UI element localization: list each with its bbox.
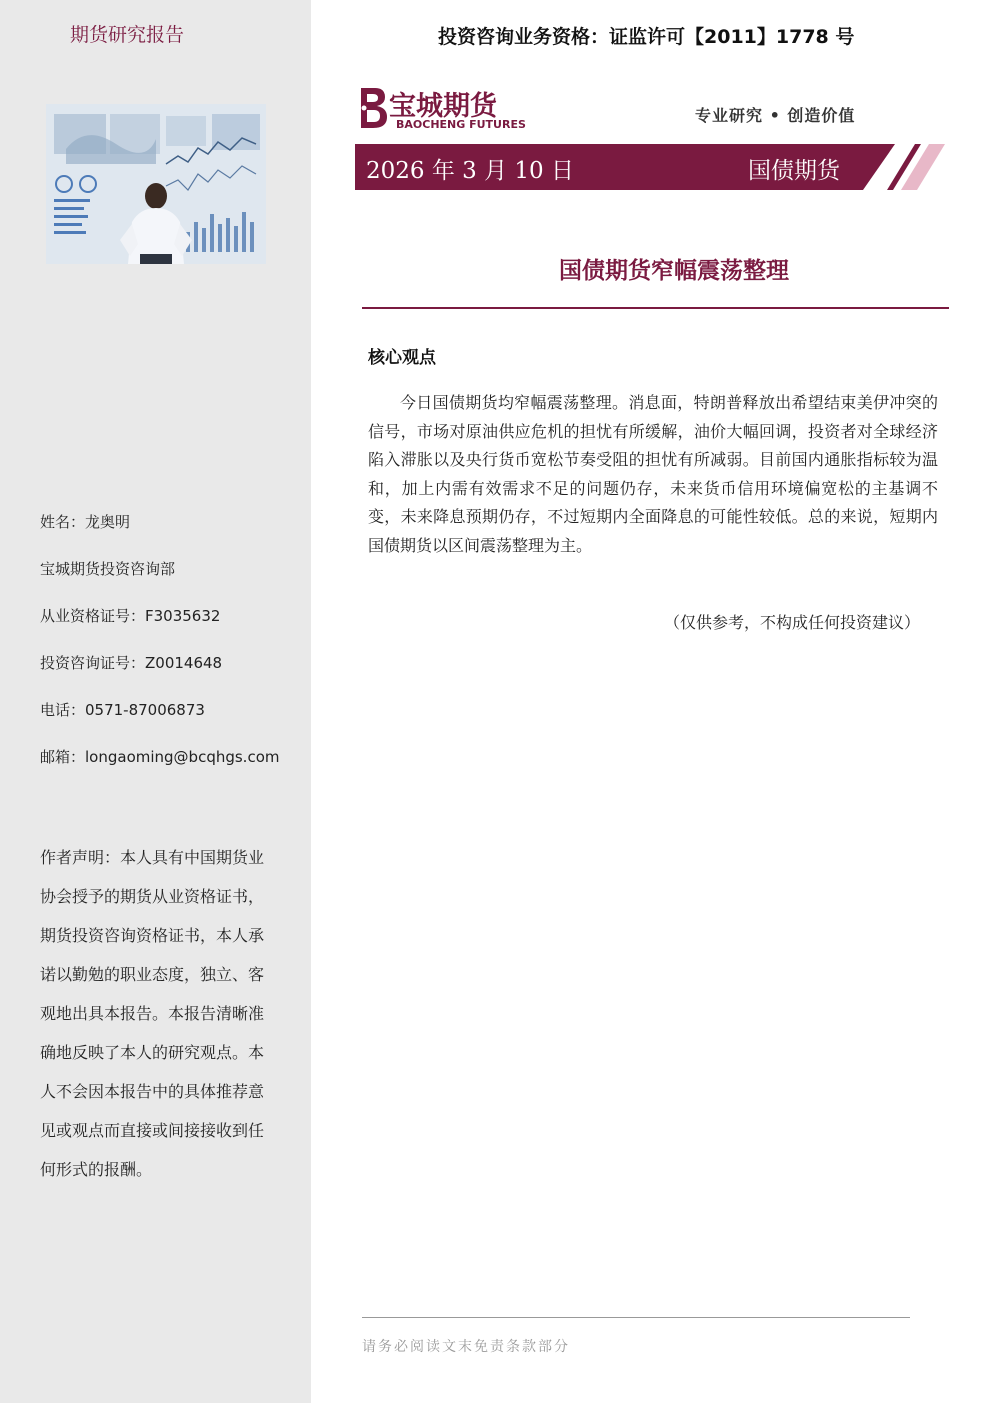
report-date: 2026 年 3 月 10 日 — [366, 158, 574, 184]
advisory-number: 投资咨询证号：Z0014648 — [40, 654, 223, 672]
analyst-chart-wall-illustration — [46, 104, 266, 264]
core-view-heading: 核心观点 — [368, 348, 436, 368]
report-title: 国债期货窄幅震荡整理 — [559, 258, 789, 284]
analyst-profile — [40, 510, 280, 792]
report-type-label: 期货研究报告 — [70, 24, 185, 46]
company-logo — [355, 84, 525, 134]
analyst-phone: 电话：0571-87006873 — [40, 701, 205, 719]
title-divider — [362, 307, 949, 309]
footer-note: 请务必阅读文末免责条款部分 — [362, 1339, 570, 1355]
core-view-body: 今日国债期货均窄幅震荡整理。消息面，特朗普释放出希望结束美伊冲突的信号，市场对原油供应危机的担忧有所缓解，油价大幅回调，投资者对全球经济陷入滞胀以及央行货币宽松节奏受阻的担忧有所减弱。目前国内通胀指标较为温和，加上内需有效需求不足的问题仍存，未来货币信用环境偏宽松的主基调不变，未来降息预期仍存，不过短期内全面降息的可能性较低。总的来说，短期内国债期货以区间震荡整理为主。 — [368, 393, 938, 555]
logo-chinese-name: 宝城期货 — [389, 91, 497, 122]
cover-image — [46, 104, 266, 264]
date-category-banner — [355, 144, 945, 190]
footer-divider — [362, 1317, 910, 1318]
sidebar — [0, 0, 311, 1403]
company-slogan: 专业研究 • 创造价值 — [695, 106, 856, 125]
report-category: 国债期货 — [748, 158, 840, 184]
analyst-name: 姓名：龙奥明 — [40, 513, 131, 531]
analyst-email: 邮箱：longaoming@bcqhgs.com — [40, 748, 280, 766]
analyst-department: 宝城期货投资咨询部 — [40, 560, 176, 578]
investment-disclaimer: （仅供参考，不构成任何投资建议） — [664, 613, 921, 632]
qualification-number: 从业资格证号：F3035632 — [40, 607, 221, 625]
logo-english-name: BAOCHENG FUTURES — [396, 118, 526, 131]
baocheng-emblem-icon — [355, 84, 389, 130]
license-line: 投资咨询业务资格：证监许可【2011】1778 号 — [438, 26, 855, 48]
author-statement: 作者声明：本人具有中国期货业协会授予的期货从业资格证书，期货投资咨询资格证书，本人承诺以勤勉的职业态度，独立、客观地出具本报告。本报告清晰准确地反映了本人的研究观点。本人不会因本报告中的具体推荐意见或观点而直接或间接接收到任何形式的报酬。 — [40, 848, 265, 1179]
